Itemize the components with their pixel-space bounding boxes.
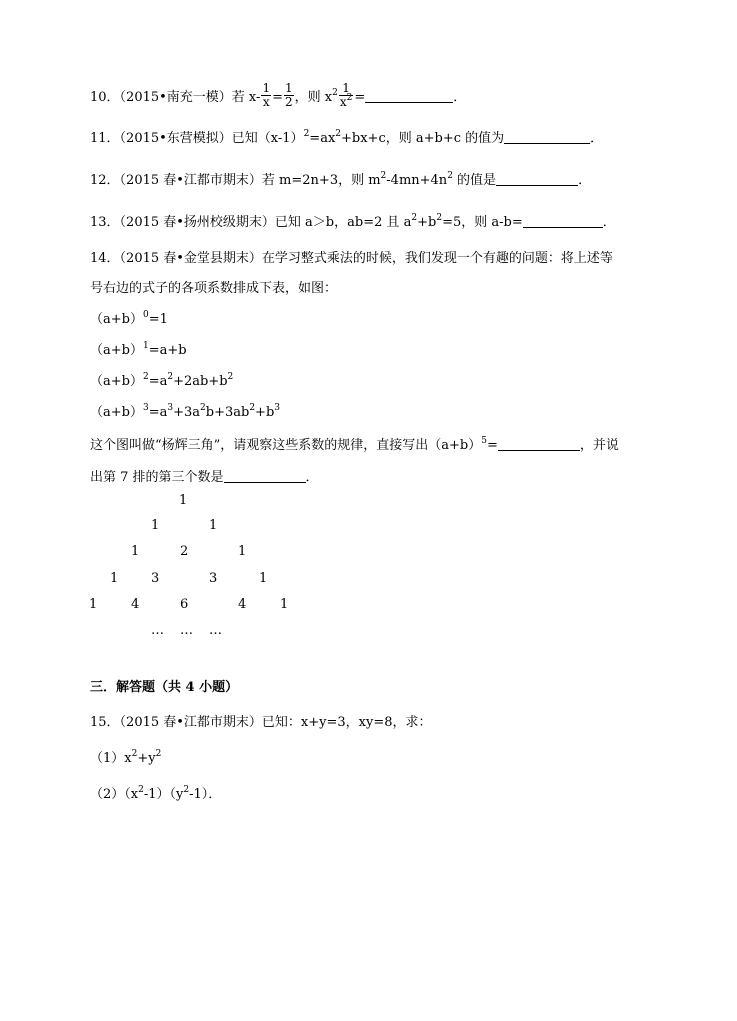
q10-f1-den: x [262, 95, 270, 109]
q10-sup: 2 [332, 88, 338, 98]
q15-p1-sup2: 2 [155, 749, 162, 759]
q13-text2: =5，则 a-b= [442, 215, 523, 230]
q14-answer-blank-2[interactable] [224, 470, 306, 483]
e0-sup: 0 [142, 310, 149, 320]
tri-r3-c2: 2 [180, 544, 189, 559]
tri-ellipsis-3: … [209, 623, 222, 638]
q12-sup1: 2 [380, 171, 387, 181]
q10-fraction-3 [339, 82, 354, 109]
q12-sup2: 2 [447, 171, 453, 181]
q10-period: ． [453, 90, 467, 105]
q15-p1-b: +y [137, 751, 156, 766]
tri-r5-c4: 4 [238, 597, 247, 612]
e2-sup3: 2 [227, 372, 234, 382]
q15-p1-sup1: 2 [131, 749, 138, 759]
q12-period: ． [578, 173, 592, 188]
q15-part-2 [90, 786, 221, 804]
q10-fraction-2 [284, 82, 294, 109]
q14-expansion-0 [90, 311, 168, 329]
q13-text1: +b [417, 215, 437, 230]
q12-text2: 的值是 [452, 173, 497, 188]
q14-expansion-1 [90, 342, 187, 360]
q10-f3-den-base: x [339, 95, 347, 109]
tri-r3-c1: 1 [131, 544, 140, 559]
q10-f3-den [339, 93, 354, 109]
q15-p2-b: -1）（y [143, 787, 184, 802]
q13-sup2: 2 [436, 213, 443, 223]
e3-base: （a+b） [90, 405, 143, 420]
tri-r5-c3: 6 [180, 597, 189, 612]
q15-p2-sup1: 2 [138, 785, 144, 795]
tri-r2-c1: 1 [151, 518, 160, 533]
tri-r3-c3: 1 [238, 544, 247, 559]
e1-base: （a+b） [90, 343, 143, 358]
tri-r1-c1: 1 [179, 493, 188, 508]
q14-line-1: 14．（2015 春•金堂县期末）在学习整式乘法的时候，我们发现一个有趣的问题：将上述等 [90, 251, 613, 266]
e3-part-c: +3a [173, 405, 201, 420]
q10-f3-num: 1 [339, 82, 354, 96]
q13-answer-blank[interactable] [523, 215, 603, 228]
q14-line-2: 号右边的式子的各项系数排成下表，如图： [90, 281, 338, 296]
e2-sup: 2 [142, 372, 149, 382]
q12-answer-blank[interactable] [496, 173, 578, 186]
q10-eq: = [272, 90, 283, 105]
e0-result: =1 [148, 312, 168, 327]
question-13 [90, 214, 616, 232]
e0-base: （a+b） [90, 312, 143, 327]
e2-part-c: +2ab+b [173, 374, 228, 389]
tri-r5-c2: 4 [131, 597, 140, 612]
question-10 [90, 81, 467, 111]
q12-prefix: 12．（2015 春•江都市期末）若 m=2n+3，则 m [90, 173, 381, 188]
q10-end: = [354, 90, 366, 105]
q11-period: ． [590, 131, 604, 146]
e3-part-b: =a [148, 405, 168, 420]
e1-sup: 1 [142, 341, 149, 351]
ask1-eq: = [487, 438, 498, 453]
q11-text2: +bx+c，则 a+b+c 的值为 [341, 131, 505, 146]
tri-ellipsis-1: … [151, 623, 164, 638]
e3-part-e: +b [255, 405, 275, 420]
e3-part-d: b+3ab [205, 405, 250, 420]
q14-expansion-3 [90, 404, 280, 422]
q15-p2-sup2: 2 [183, 785, 190, 795]
tri-ellipsis-2: … [180, 623, 193, 638]
ask2-period: ． [305, 470, 319, 485]
tri-r4-c4: 1 [259, 571, 268, 586]
e3-sup: 3 [142, 403, 149, 413]
tri-r4-c2: 3 [151, 571, 160, 586]
q13-prefix: 13．（2015 春•扬州校级期末）已知 a＞b，ab=2 且 a [90, 215, 412, 230]
q11-text1: =ax [309, 131, 336, 146]
e3-sup3: 2 [200, 403, 206, 413]
q14-answer-blank-1[interactable] [498, 438, 580, 451]
e2-part-b: =a [148, 374, 168, 389]
question-11 [90, 130, 603, 148]
tri-r2-c2: 1 [209, 518, 218, 533]
e3-sup5: 3 [274, 403, 280, 413]
section-3-heading: 三．解答题（共 4 小题） [90, 680, 239, 695]
q11-prefix: 11．（2015•东营模拟）已知（x-1） [90, 131, 304, 146]
e3-sup2: 3 [167, 403, 174, 413]
e2-sup2: 2 [167, 372, 174, 382]
q12-text1: -4mn+4n [386, 173, 448, 188]
q13-sup1: 2 [411, 213, 418, 223]
q11-answer-blank[interactable] [504, 131, 590, 144]
q13-period: ． [602, 215, 616, 230]
tri-r4-c1: 1 [110, 571, 119, 586]
q14-ask-line-1 [90, 437, 619, 455]
q10-answer-blank[interactable] [365, 90, 453, 103]
question-12 [90, 172, 591, 190]
q15-part-1 [90, 750, 161, 768]
q10-f1-num: 1 [262, 81, 271, 95]
q10-mid: ，则 x [294, 90, 333, 105]
e3-sup4: 2 [249, 403, 256, 413]
q10-fraction-1 [261, 82, 271, 109]
q14-ask-line-2 [90, 469, 319, 487]
e1-result: =a+b [148, 343, 187, 358]
q11-sup1: 2 [303, 129, 310, 139]
q10-prefix: 10．（2015•南充一模）若 x- [90, 90, 261, 105]
q10-f2-den: 2 [284, 95, 293, 109]
q15-p1-a: （1）x [90, 751, 132, 766]
q14-expansion-2 [90, 373, 233, 391]
ask1-tail: ，并说 [579, 438, 619, 453]
q10-f3-den-sup: 2 [346, 93, 353, 103]
q15-p2-a: （2）（x [90, 787, 139, 802]
q10-f2-num: 1 [284, 81, 293, 95]
q11-sup2: 2 [335, 129, 342, 139]
ask1-text: 这个图叫做“杨辉三角”，请观察这些系数的规律，直接写出（a+b） [90, 438, 482, 453]
ask2-text: 出第 7 排的第三个数是 [90, 470, 224, 485]
q15-line-1: 15．（2015 春•江都市期末）已知：x+y=3，xy=8，求： [90, 715, 432, 730]
q15-p2-c: -1）． [189, 787, 222, 802]
tri-r5-c5: 1 [280, 597, 289, 612]
tri-r5-c1: 1 [89, 597, 98, 612]
tri-r4-c3: 3 [209, 571, 218, 586]
e2-base: （a+b） [90, 374, 143, 389]
ask1-sup: 5 [481, 436, 487, 446]
